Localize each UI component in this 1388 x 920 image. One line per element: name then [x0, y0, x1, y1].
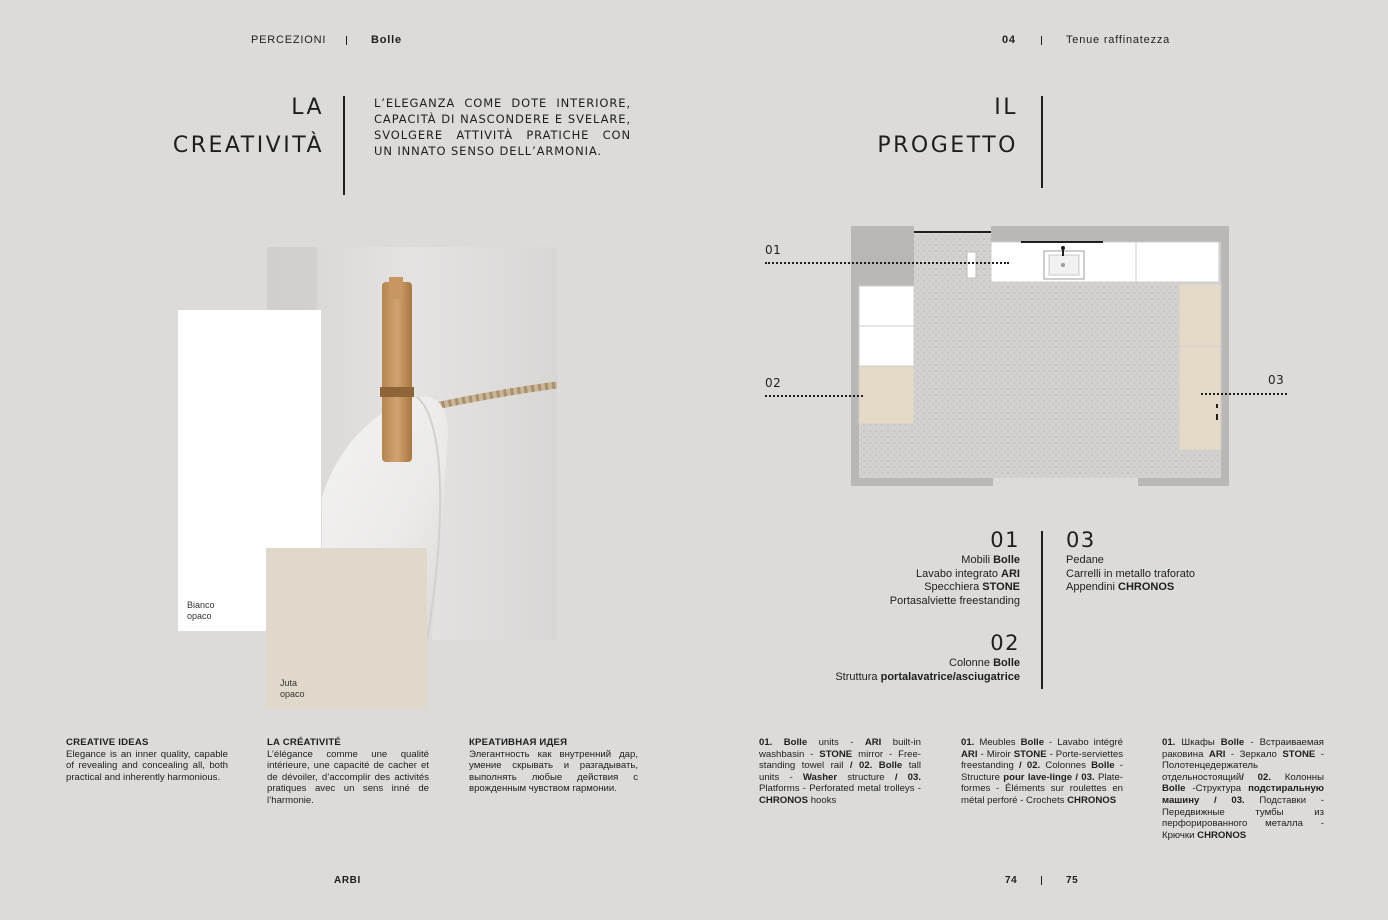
t: 01.: [759, 737, 773, 748]
text-ru: [469, 737, 638, 795]
intro-line: UN INNATO SENSO DELL’ARMONIA.: [374, 144, 602, 158]
t: Colonnes: [1040, 760, 1092, 772]
legend-text: Colonne: [949, 657, 994, 669]
legend-line: [1066, 581, 1286, 595]
legend-line: Portasalviette freestanding: [889, 594, 1020, 607]
intro-line: L’ELEGANZA COME DOTE INTERIORE,: [374, 96, 631, 110]
legend-product: Bolle: [993, 657, 1020, 669]
plan-leader-01: [765, 262, 1009, 264]
plan-label-03: 03: [1268, 373, 1285, 387]
t: Plate-formes - Éléments sur roulettes en métal perforé - Crochets: [961, 771, 1124, 806]
floor-plan: [851, 226, 1229, 486]
plan-label-02: 02: [765, 376, 782, 390]
t: mirror - Free-standing towel rail: [759, 748, 921, 772]
series-name: Bolle: [371, 34, 402, 46]
t: CHRONOS: [1067, 794, 1117, 806]
legend-product: CHRONOS: [1118, 581, 1175, 594]
title-divider: [1041, 96, 1043, 188]
legend-text: Struttura: [835, 670, 881, 683]
t: - Lavabo intégré: [1044, 737, 1124, 748]
plan-leader-02: [765, 395, 863, 397]
t: Washer: [802, 771, 838, 783]
title-line: IL: [994, 95, 1018, 120]
t: CHRONOS: [759, 794, 809, 806]
t: Bolle: [1091, 760, 1115, 772]
t: 01.: [1162, 737, 1176, 748]
chapter-number: 04: [1002, 34, 1016, 46]
legend-product: STONE: [982, 581, 1020, 594]
legend-group-03: [1066, 528, 1286, 595]
title-line: CREATIVITÀ: [172, 133, 324, 158]
legend-number: 02: [990, 631, 1020, 655]
t: -Структура: [1185, 783, 1249, 795]
page-number-left: 74: [1005, 875, 1018, 886]
project-text-fr: [961, 737, 1123, 807]
text-fr: [267, 737, 429, 807]
text-body: Elegance is an inner quality, capable of revealing and concealing all, both practical and inherently harmonious.: [66, 748, 228, 783]
legend-number: 01: [990, 528, 1020, 552]
text-heading: КРЕАТИВНАЯ ИДЕЯ: [469, 737, 568, 748]
t: CHRONOS: [1197, 829, 1247, 841]
t: structure: [837, 771, 895, 783]
legend-text: Mobili: [961, 554, 994, 566]
t: STONE: [1282, 748, 1316, 760]
t: / 02. Bolle: [849, 760, 903, 772]
t: STONE: [819, 748, 853, 760]
t: Подставки - Передвижные тумбы из перфорированного металла - Крючки: [1162, 794, 1324, 841]
swatch-finish: opaco: [280, 689, 305, 699]
swatch-name: Juta: [280, 678, 298, 688]
t: Bolle: [772, 737, 808, 748]
t: Колонны: [1271, 771, 1324, 783]
legend-text: Lavabo integrato: [916, 567, 1002, 580]
t: - Зеркало: [1225, 748, 1283, 760]
header-divider: [346, 36, 347, 45]
t: units -: [807, 737, 865, 748]
project-text-en: [759, 737, 921, 807]
brand-folio: ARBI: [334, 875, 361, 886]
legend-text: Appendini: [1066, 581, 1118, 594]
intro-line: SVOLGERE ATTIVITÀ PRATICHE CON: [374, 128, 631, 142]
legend-number: 03: [1066, 528, 1096, 552]
folio-divider: [1041, 876, 1042, 885]
t: Bolle: [1220, 737, 1245, 748]
project-text-ru: [1162, 737, 1324, 841]
t: ARI: [961, 748, 978, 760]
t: Bolle: [1020, 737, 1045, 748]
legend-text: Specchiera: [924, 581, 983, 594]
text-body: Элегантность как внутренний дар, умение скрывать и разгадывать, выполнять любые действия с врожденным чувством гармонии.: [469, 748, 638, 795]
t: built-in washbasin -: [759, 737, 921, 760]
legend-product: Bolle: [993, 554, 1020, 566]
t: / 03.: [894, 771, 922, 783]
chapter-title: Tenue raffinatezza: [1066, 34, 1171, 46]
t: / 02.: [1019, 760, 1041, 772]
t: Meubles: [974, 737, 1021, 748]
legend-line: [800, 554, 1020, 568]
text-en: [66, 737, 228, 783]
legend-divider: [1041, 531, 1043, 689]
page-number-right: 75: [1066, 875, 1079, 886]
swatch-label: [187, 600, 215, 622]
legend-group-01: [800, 528, 1020, 608]
t: / 02.: [1241, 771, 1272, 783]
t: 01.: [961, 737, 975, 748]
text-heading: CREATIVE IDEAS: [66, 737, 149, 748]
legend-line: Carrelli in metallo traforato: [1066, 567, 1195, 580]
legend-line: [780, 671, 1020, 685]
section-name: PERCEZIONI: [251, 34, 327, 46]
t: - Miroir: [977, 748, 1014, 760]
text-heading: LA CRÉATIVITÉ: [267, 737, 342, 748]
legend-line: Pedane: [1066, 554, 1104, 566]
intro-line: CAPACITÀ DI NASCONDERE E SVELARE,: [374, 112, 631, 126]
title-line: LA: [291, 95, 324, 120]
swatch-name: Bianco: [187, 600, 215, 610]
page-title: [150, 89, 324, 165]
t: - Porte-serviettes freestanding: [961, 748, 1123, 772]
legend-line: [800, 568, 1020, 582]
legend-group-02: [780, 631, 1020, 684]
legend-line: [780, 657, 1020, 671]
legend-product: ARI: [1001, 567, 1020, 580]
t: Platforms - Perforated metal trolleys -: [759, 783, 921, 795]
plan-label-01: 01: [765, 243, 782, 257]
t: tall units -: [759, 760, 921, 783]
title-line: PROGETTO: [877, 133, 1018, 158]
t: - Встраиваемая раковина: [1162, 737, 1324, 760]
t: STONE: [1013, 748, 1047, 760]
plan-leader-03: [1201, 393, 1287, 395]
t: - Полотенцедержатель отдельностоящий: [1162, 748, 1324, 783]
t: hooks: [808, 794, 837, 806]
header-divider: [1041, 36, 1042, 45]
swatch-label: [280, 678, 305, 700]
t: подстиральную машину / 03.: [1162, 783, 1324, 806]
t: Шкафы: [1175, 737, 1221, 748]
swatch-jute: [266, 548, 427, 709]
t: Bolle: [1162, 783, 1186, 795]
t: - Structure: [961, 760, 1123, 783]
t: ARI: [1208, 748, 1226, 760]
t: ARI: [864, 737, 882, 748]
swatch-finish: opaco: [187, 611, 212, 621]
page-title: [850, 89, 1018, 165]
t: pour lave-linge / 03.: [1003, 771, 1095, 783]
floor-plan-drawing: [851, 226, 1229, 486]
legend-product: portalavatrice/asciugatrice: [880, 670, 1020, 683]
text-body: L’élégance comme une qualité intérieure, une capacité de cacher et de dévoiler, d’accomplir des activités pratiques avec un sens inné de l’harmonie.: [267, 748, 429, 806]
intro-text: [374, 95, 631, 159]
title-divider: [343, 96, 345, 195]
legend-line: [800, 581, 1020, 595]
